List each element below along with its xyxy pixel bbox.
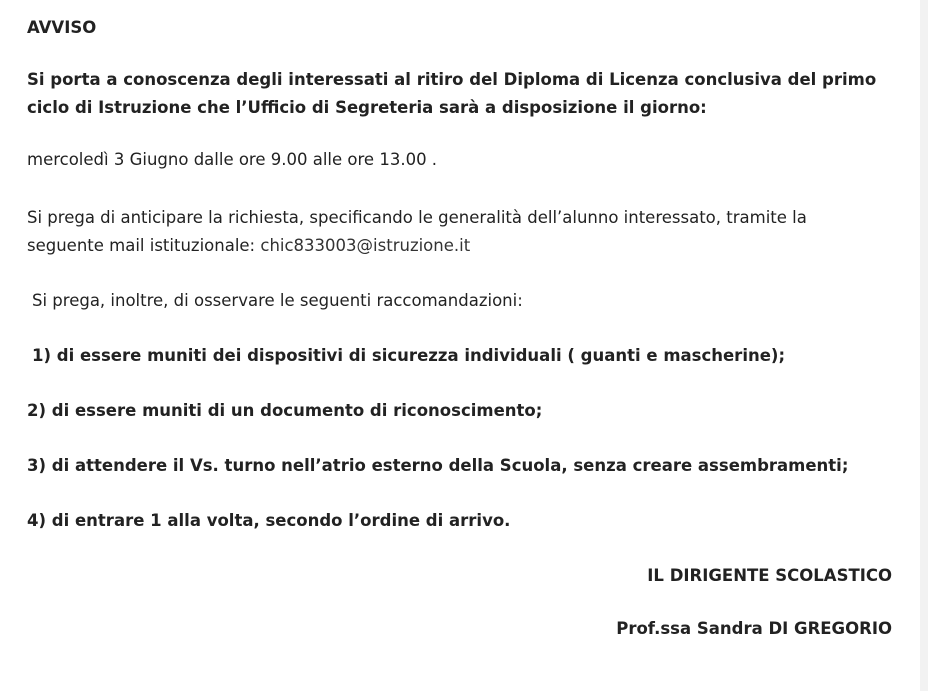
recommendation-item: 4) di entrare 1 alla volta, secondo l’ordine di arrivo. bbox=[27, 511, 511, 530]
request-line-2 bbox=[27, 232, 893, 260]
notice-title: AVVISO bbox=[27, 18, 97, 37]
request-line-2-prefix: seguente mail istituzionale: bbox=[27, 236, 261, 255]
request-line-1: Si prega di anticipare la richiesta, specificando le generalità dell’alunno interessato, tramite la bbox=[27, 208, 807, 227]
recommendation-item: 2) di essere muniti di un documento di riconoscimento; bbox=[27, 401, 543, 420]
recommendation-item: 1) di essere muniti dei dispositivi di sicurezza individuali ( guanti e mascherine); bbox=[32, 346, 786, 365]
notice-document bbox=[27, 14, 893, 643]
page-side-strip bbox=[920, 0, 928, 691]
notice-intro bbox=[27, 66, 893, 122]
request-paragraph bbox=[27, 204, 893, 260]
pickup-date: mercoledì 3 Giugno dalle ore 9.00 alle ore 13.00 . bbox=[27, 150, 438, 169]
signature-name: Prof.ssa Sandra DI GREGORIO bbox=[616, 619, 892, 638]
intro-line-2: ciclo di Istruzione che l’Ufficio di Segreteria sarà a disposizione il giorno: bbox=[27, 98, 707, 117]
signature-role: IL DIRIGENTE SCOLASTICO bbox=[647, 566, 892, 585]
recommendations-intro: Si prega, inoltre, di osservare le seguenti raccomandazioni: bbox=[32, 291, 523, 310]
email-link[interactable]: chic833003@istruzione.it bbox=[260, 236, 471, 255]
intro-line-1: Si porta a conoscenza degli interessati al ritiro del Diploma di Licenza conclusiva del primo bbox=[27, 70, 877, 89]
recommendation-item: 3) di attendere il Vs. turno nell’atrio esterno della Scuola, senza creare assembramenti; bbox=[27, 456, 849, 475]
